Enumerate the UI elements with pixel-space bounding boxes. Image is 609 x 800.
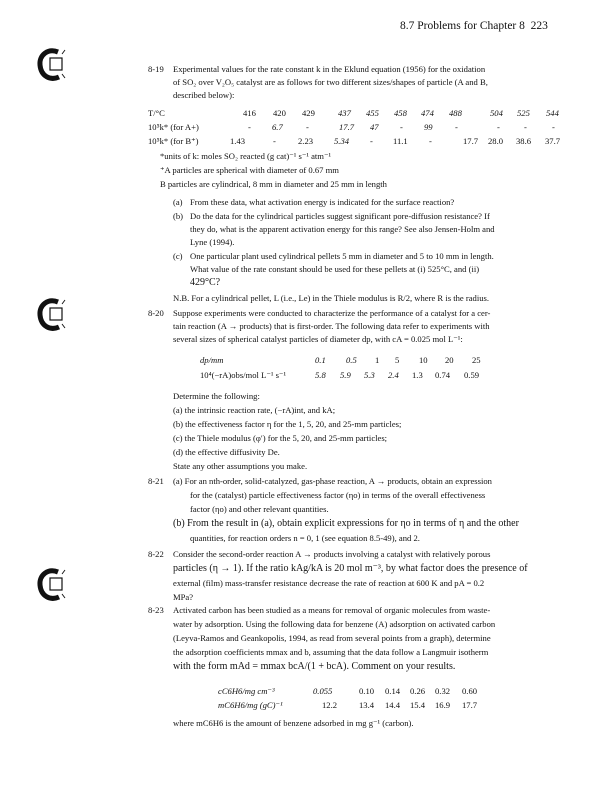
row-label: T/°C bbox=[148, 108, 165, 118]
part-label: (b) bbox=[173, 211, 184, 221]
problem-text-line: particles (η → 1). If the ratio kAg/kA is 20 mol m⁻³, by what factor does the presence of bbox=[173, 563, 528, 574]
problem-text-line: water by adsorption. Using the following data for benzene (A) adsorption on activated carbon bbox=[173, 619, 496, 629]
table-cell: 1 bbox=[375, 355, 380, 365]
table-cell: 5.8 bbox=[315, 370, 326, 380]
row-label: 10⁵k* (for B⁺) bbox=[148, 136, 199, 146]
table-cell: - bbox=[248, 122, 251, 132]
problem-text-line: Experimental values for the rate constant k in the Eklund equation (1956) for the oxidation bbox=[173, 64, 486, 74]
table-cell: 12.2 bbox=[322, 700, 338, 710]
table-cell: 2.23 bbox=[298, 136, 314, 146]
part-text: What value of the rate constant should be used for these pellets at (i) 525°C, and (ii) bbox=[190, 264, 480, 274]
table-cell: 416 bbox=[243, 108, 256, 118]
list-item: State any other assumptions you make. bbox=[173, 461, 308, 471]
list-item: (b) the effectiveness factor η for the 1, 5, 20, and 25-mm particles; bbox=[173, 419, 402, 429]
list-item: (c) the Thiele modulus (φ′) for the 5, 20, and 25-mm particles; bbox=[173, 433, 388, 443]
table-cell: - bbox=[306, 122, 309, 132]
list-item: (a) the intrinsic reaction rate, (−rA)int, and kA; bbox=[173, 405, 336, 415]
running-title: 8.7 Problems for Chapter 8 bbox=[400, 20, 525, 32]
problem-text-line: Suppose experiments were conducted to characterize the performance of a catalyst for a cer- bbox=[173, 308, 491, 318]
problem-number: 8-20 bbox=[148, 308, 164, 318]
part-text: Do the data for the cylindrical particles suggest significant pore-diffusion resistance? If bbox=[190, 211, 490, 221]
table-cell: 38.6 bbox=[516, 136, 532, 146]
row-label: 10⁴(−rA)obs/mol L⁻¹ s⁻¹ bbox=[200, 370, 287, 380]
table-row bbox=[148, 135, 588, 147]
page-header bbox=[400, 20, 600, 32]
problem-text-line: with the form mAd = mmax bcA/(1 + bcA). Comment on your results. bbox=[173, 661, 456, 672]
table-cell: 0.10 bbox=[359, 686, 375, 696]
table-cell: - bbox=[552, 122, 555, 132]
table-cell: 5.34 bbox=[334, 136, 350, 146]
problem-number: 8-19 bbox=[148, 64, 164, 74]
problem-text-line: (Leyva-Ramos and Geankopolis, 1994, as read from several points from a graph), determine bbox=[173, 633, 491, 643]
table-cell: 0.74 bbox=[435, 370, 451, 380]
problem-text-line: Activated carbon has been studied as a means for removal of organic molecules from waste- bbox=[173, 605, 491, 615]
part-text: From these data, what activation energy is indicated for the surface reaction? bbox=[190, 197, 455, 207]
table-cell: 0.26 bbox=[410, 686, 426, 696]
table-cell: 5 bbox=[395, 355, 400, 365]
table-note: B particles are cylindrical, 8 mm in diameter and 25 mm in length bbox=[160, 179, 387, 189]
table-cell: 14.4 bbox=[385, 700, 401, 710]
table-cell: - bbox=[455, 122, 458, 132]
table-row bbox=[218, 685, 578, 697]
list-item: (d) the effective diffusivity De. bbox=[173, 447, 280, 457]
table-cell: 429 bbox=[302, 108, 315, 118]
table-cell: - bbox=[524, 122, 527, 132]
table-cell: 20 bbox=[445, 355, 454, 365]
table-row bbox=[200, 354, 580, 366]
part-text: 429°C? bbox=[190, 277, 221, 288]
problem-text-line: (a) For an nth-order, solid-catalyzed, gas-phase reaction, A → products, obtain an expression bbox=[173, 476, 492, 486]
computer-problem-icon bbox=[36, 296, 66, 334]
table-row bbox=[148, 107, 588, 119]
table-cell: 420 bbox=[273, 108, 286, 118]
problem-text-line: several sizes of spherical catalyst particles of diameter dp, with cA = 0.025 mol L⁻¹: bbox=[173, 334, 463, 344]
part-label: (c) bbox=[173, 251, 183, 261]
table-cell: 99 bbox=[424, 122, 433, 132]
problem-text-line: for the (catalyst) particle effectiveness factor (ηo) in terms of the overall effectiveness bbox=[190, 490, 486, 500]
problem-text-line: external (film) mass-transfer resistance decrease the rate of reaction at 600 K and pA = 0.2 bbox=[173, 578, 485, 588]
page-number: 223 bbox=[530, 20, 548, 32]
computer-problem-icon bbox=[36, 566, 66, 604]
problem-text-line: MPa? bbox=[173, 592, 194, 602]
table-cell: 5.3 bbox=[364, 370, 375, 380]
table-cell: 0.60 bbox=[462, 686, 478, 696]
table-note: *units of k: moles SO₂ reacted (g cat)⁻¹ s⁻¹ atm⁻¹ bbox=[160, 151, 332, 161]
table-cell: 0.1 bbox=[315, 355, 326, 365]
table-cell: 37.7 bbox=[545, 136, 561, 146]
table-cell: 544 bbox=[546, 108, 559, 118]
row-label: dp/mm bbox=[200, 355, 224, 365]
problem-text-line: of SO₂ over V₂O₅ catalyst are as follows for two different sizes/shapes of particle (A and B, bbox=[173, 77, 488, 87]
table-cell: 2.4 bbox=[388, 370, 399, 380]
table-cell: 16.9 bbox=[435, 700, 451, 710]
table-cell: 17.7 bbox=[462, 700, 478, 710]
table-cell: 0.055 bbox=[313, 686, 333, 696]
row-label: mC6H6/mg (gC)⁻¹ bbox=[218, 700, 283, 710]
part-text: they do, what is the apparent activation energy for this range? See also Jensen-Holm and bbox=[190, 224, 495, 234]
problem-text-line: described below): bbox=[173, 90, 235, 100]
problem-text-line: (b) From the result in (a), obtain explicit expressions for ηo in terms of η and the other bbox=[173, 518, 519, 529]
computer-problem-icon bbox=[36, 46, 66, 84]
table-cell: 0.32 bbox=[435, 686, 451, 696]
table-cell: 0.14 bbox=[385, 686, 401, 696]
table-note: ⁺A particles are spherical with diameter of 0.67 mm bbox=[160, 165, 339, 175]
table-cell: 15.4 bbox=[410, 700, 426, 710]
table-cell: 17.7 bbox=[339, 122, 355, 132]
table-cell: - bbox=[429, 136, 432, 146]
table-cell: 455 bbox=[366, 108, 379, 118]
problem-number: 8-22 bbox=[148, 549, 164, 559]
table-cell: 0.5 bbox=[346, 355, 357, 365]
problem-number: 8-21 bbox=[148, 476, 164, 486]
table-row bbox=[218, 699, 578, 711]
table-cell: 17.7 bbox=[463, 136, 479, 146]
table-cell: 6.7 bbox=[272, 122, 283, 132]
table-cell: - bbox=[400, 122, 403, 132]
row-label: 10⁵k* (for A+) bbox=[148, 122, 199, 132]
table-cell: - bbox=[370, 136, 373, 146]
table-cell: 13.4 bbox=[359, 700, 375, 710]
table-cell: 10 bbox=[419, 355, 428, 365]
table-cell: 28.0 bbox=[488, 136, 504, 146]
table-cell: 488 bbox=[449, 108, 462, 118]
table-cell: 504 bbox=[490, 108, 503, 118]
table-cell: 5.9 bbox=[340, 370, 351, 380]
problem-text-line: factor (ηo) and other relevant quantities. bbox=[190, 504, 329, 514]
problem-number: 8-23 bbox=[148, 605, 164, 615]
table-cell: 47 bbox=[370, 122, 379, 132]
part-text: Lyne (1994). bbox=[190, 237, 235, 247]
table-cell: - bbox=[273, 136, 276, 146]
table-row bbox=[148, 121, 588, 133]
table-row bbox=[200, 369, 580, 381]
problem-text-line: quantities, for reaction orders n = 0, 1 (see equation 8.5-49), and 2. bbox=[190, 533, 420, 543]
part-text: One particular plant used cylindrical pellets 5 mm in diameter and 5 to 10 mm in length. bbox=[190, 251, 494, 261]
table-cell: 1.3 bbox=[412, 370, 423, 380]
problem-text-line: where mC6H6 is the amount of benzene adsorbed in mg g⁻¹ (carbon). bbox=[173, 718, 414, 728]
problem-text-line: tain reaction (A → products) that is first-order. The following data refer to experiments with bbox=[173, 321, 490, 331]
table-cell: 458 bbox=[394, 108, 407, 118]
row-label: cC6H6/mg cm⁻³ bbox=[218, 686, 275, 696]
problem-text-line: the adsorption coefficients mmax and b, assuming that the data follow a Langmuir isotherm bbox=[173, 647, 489, 657]
table-cell: 525 bbox=[517, 108, 530, 118]
problem-text-line: Determine the following: bbox=[173, 391, 260, 401]
table-cell: - bbox=[497, 122, 500, 132]
part-label: (a) bbox=[173, 197, 183, 207]
problem-text-line: Consider the second-order reaction A → products involving a catalyst with relatively porous bbox=[173, 549, 491, 559]
table-cell: 1.43 bbox=[230, 136, 246, 146]
table-cell: 437 bbox=[338, 108, 351, 118]
table-cell: 474 bbox=[421, 108, 434, 118]
table-cell: 0.59 bbox=[464, 370, 480, 380]
nb-note: N.B. For a cylindrical pellet, L (i.e., Le) in the Thiele modulus is R/2, where R is the radius. bbox=[173, 293, 489, 303]
table-cell: 25 bbox=[472, 355, 481, 365]
table-cell: 11.1 bbox=[393, 136, 408, 146]
